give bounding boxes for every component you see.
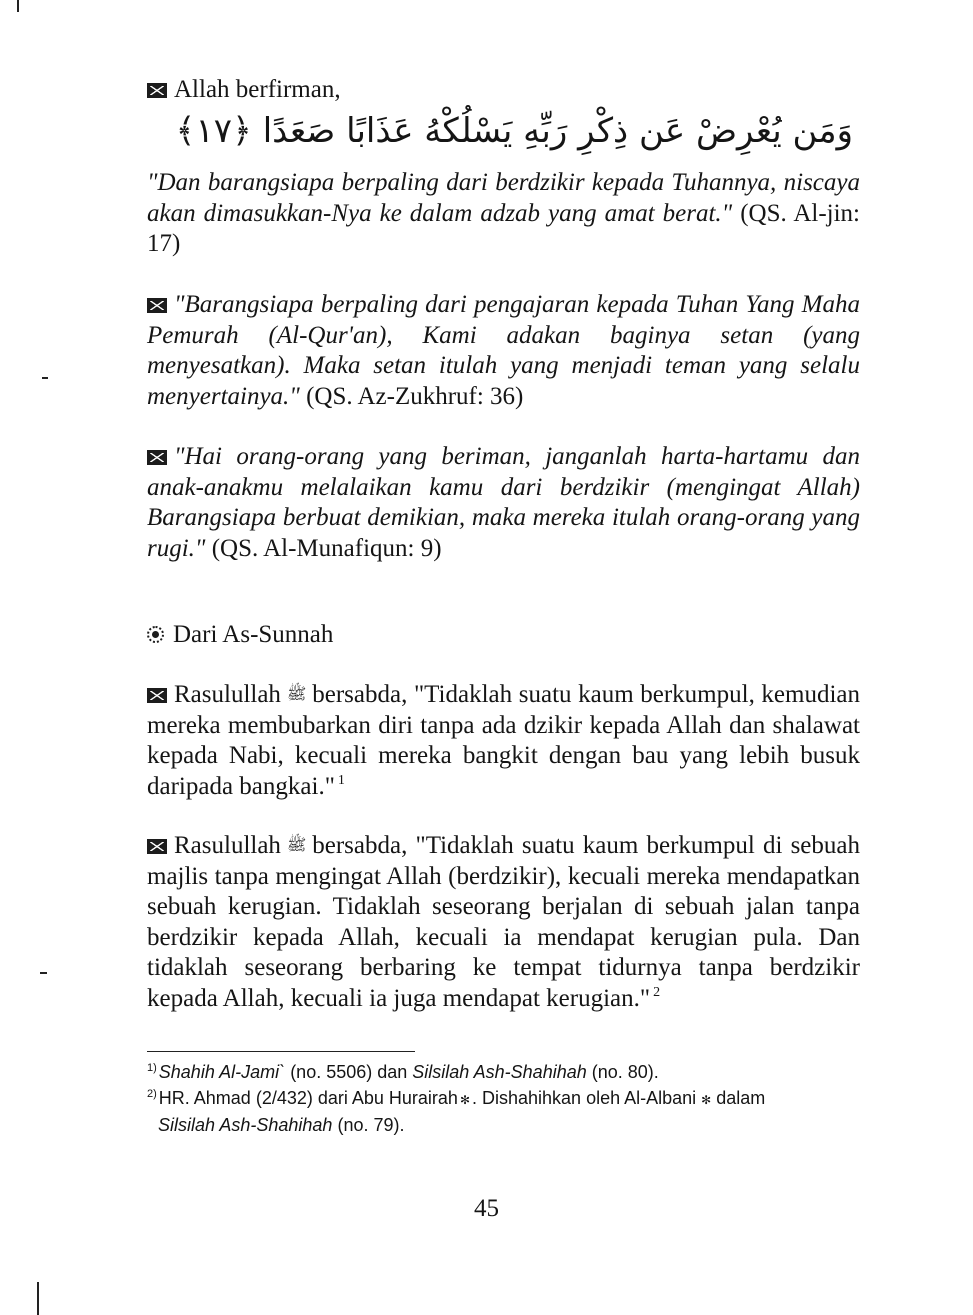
footnote-text: (no. 79).	[337, 1115, 405, 1135]
section-heading-text: Dari As-Sunnah	[173, 621, 334, 648]
hadith-1	[147, 680, 860, 802]
salawat-symbol: ﷺ	[286, 837, 307, 854]
radhiyallahu-symbol: ✻	[459, 1093, 470, 1107]
hadith-text: Rasulullah	[174, 832, 281, 859]
page-number: 45	[474, 1195, 499, 1222]
scan-mark	[17, 0, 19, 12]
footnote-text: HR. Ahmad (2/432) dari Abu Hurairah	[158, 1088, 458, 1108]
intro-text: Allah berfirman,	[174, 76, 341, 103]
footnote-1	[147, 1060, 877, 1085]
quran-quote-2	[147, 290, 860, 412]
footnote-2	[147, 1086, 877, 1138]
arabic-verse: وَمَن يُعْرِضْ عَن ذِكْرِ رَبِّهِ يَسْلُكْهُ عَذَابًا صَعَدًا ﴿١٧﴾	[175, 111, 853, 151]
quote-reference: (QS. Az-Zukhruf: 36)	[306, 382, 524, 410]
footnote-divider	[147, 1051, 415, 1052]
envelope-icon	[147, 450, 167, 465]
quote-text: "Hai orang-orang yang beriman, janganlah harta-hartamu dan anak-anakmu melalaikan kamu dari berdzikir (mengingat Allah) Barangsiapa berbuat demikian, maka mereka itulah orang-orang yang rugi."	[147, 443, 860, 562]
footnote-marker: 2	[653, 984, 661, 1000]
quote-reference: (QS. Al-Munafiqun: 9)	[211, 534, 442, 562]
quote-reference: (QS. Al-jin: 17)	[147, 199, 861, 258]
hadith-text: bersabda, "Tidaklah suatu kaum berkumpul di sebuah majlis tanpa mengingat Allah (berdzikir), kecuali mereka mendapatkan sebuah kerugian. Tidaklah seseorang berjalan di sebuah jalan tanpa berdzikir kepada Allah, kecuali ia mendapat kerugian pula. Dan tidaklah seseorang berbaring ke tempat tidurnya tanpa berdzikir kepada Allah, kecuali ia juga mendapat kerugian."	[147, 832, 860, 1012]
footnote-book: Silsilah Ash-Shahihah	[158, 1115, 333, 1135]
hadith-text: bersabda, "Tidaklah suatu kaum berkumpul, kemudian mereka membubarkan diri tanpa ada dzikir kepada Allah dan shalawat kepada Nabi, kecuali mereka bangkit dengan bau yang lebih busuk daripada bangkai."	[147, 681, 860, 800]
footnote-number: 1)	[147, 1062, 157, 1074]
footnote-title: Shahih Al-Jami`	[158, 1062, 286, 1082]
envelope-icon	[147, 688, 167, 703]
envelope-icon	[147, 298, 167, 313]
envelope-icon	[147, 839, 167, 854]
quran-quote-1	[147, 168, 860, 260]
quote-text: "Dan barangsiapa berpaling dari berdzikir kepada Tuhannya, niscaya akan dimasukkan-Nya ke dalam adzab yang amat berat."	[147, 169, 860, 227]
scan-mark	[42, 377, 48, 379]
envelope-icon	[147, 83, 167, 98]
scan-mark	[37, 1282, 39, 1315]
intro-line	[147, 75, 860, 106]
footnote-text: dalam	[716, 1088, 766, 1108]
quote-text: "Barangsiapa berpaling dari pengajaran kepada Tuhan Yang Maha Pemurah (Al-Qur'an), Kami adakan baginya setan (yang menyesatkan). Maka setan itulah yang menjadi teman yang selalu menyertainya."	[147, 291, 860, 410]
quran-quote-3	[147, 442, 860, 564]
rahimahullah-symbol: ✻	[701, 1093, 712, 1107]
scan-mark	[40, 972, 47, 974]
footnote-book: Silsilah Ash-Shahihah	[412, 1062, 587, 1082]
salawat-symbol: ﷺ	[286, 686, 307, 703]
bullet-gear-icon	[147, 626, 164, 643]
footnote-text: (no. 80).	[591, 1062, 659, 1082]
section-heading	[147, 620, 860, 651]
hadith-2	[147, 831, 860, 1015]
footnote-text: (no. 5506) dan	[290, 1062, 408, 1082]
footnote-marker: 1	[337, 772, 345, 788]
footnote-text: . Dishahihkan oleh Al-Albani	[472, 1088, 697, 1108]
footnote-number: 2)	[147, 1088, 157, 1100]
hadith-text: Rasulullah	[174, 681, 281, 708]
